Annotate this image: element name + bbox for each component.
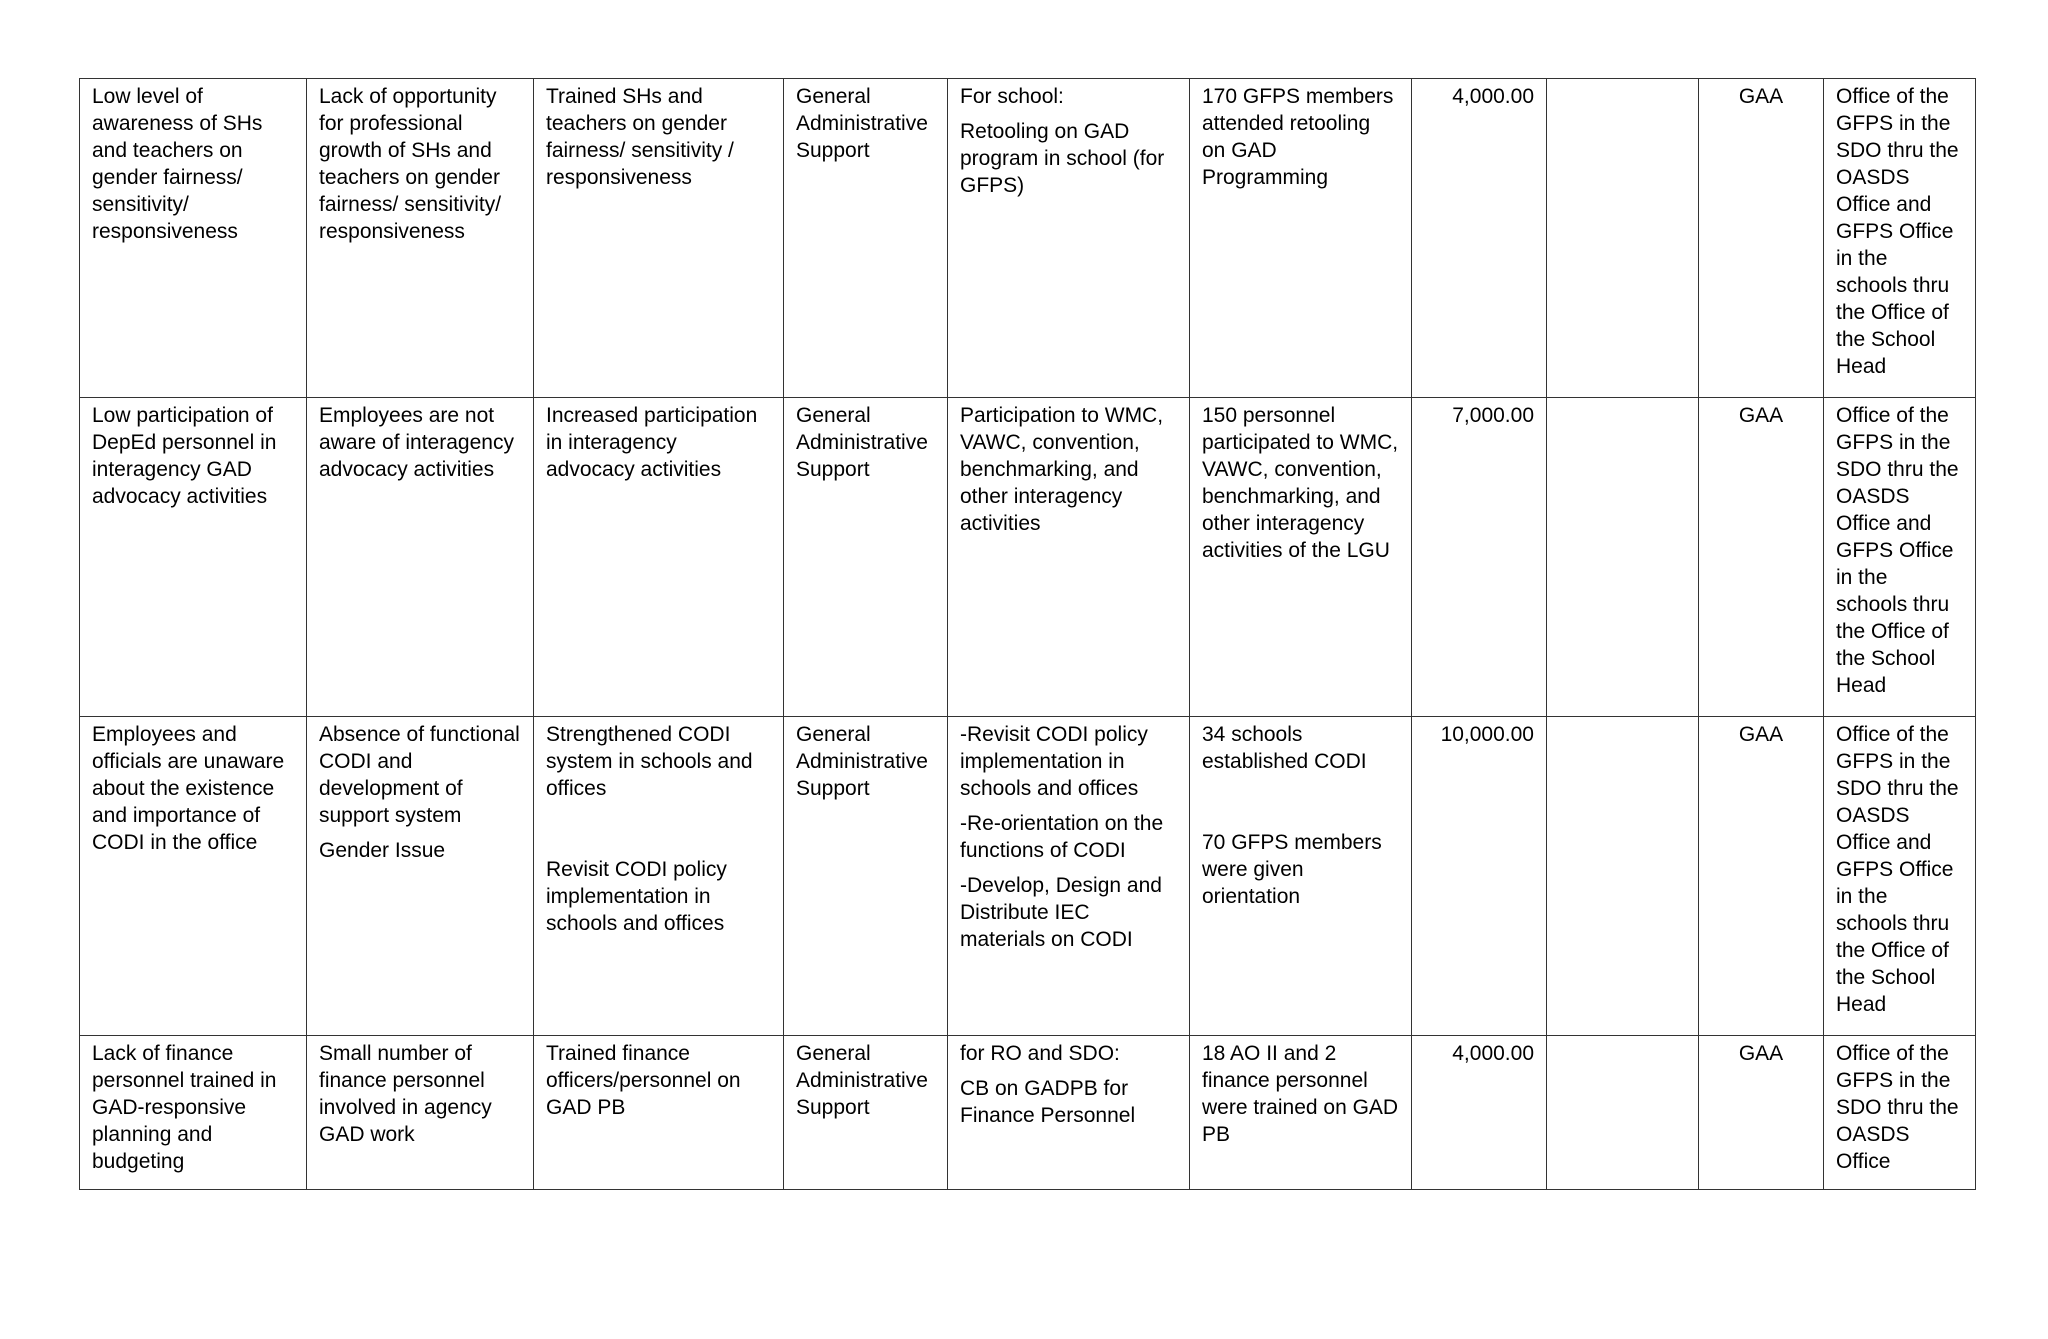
cause-text: Lack of opportunity for professional growth of SHs and teachers on gender fairness/ sensitivity/ responsiveness — [319, 85, 502, 243]
budget-cell — [1412, 1036, 1547, 1190]
source-value: GAA — [1738, 1042, 1784, 1065]
table-row — [80, 398, 1976, 717]
program-text: General Administrative Support — [796, 723, 928, 800]
budget-cell — [1412, 398, 1547, 717]
target-cell — [1190, 398, 1412, 717]
source-cell — [1699, 398, 1824, 717]
program-cell — [784, 1036, 948, 1190]
objective-text: Trained SHs and teachers on gender fairness/ sensitivity / responsiveness — [546, 85, 734, 189]
budget-cell — [1412, 717, 1547, 1036]
empty-cell — [1547, 717, 1699, 1036]
cause-cell — [307, 79, 534, 398]
empty-cell — [1547, 79, 1699, 398]
objective-cell — [534, 398, 784, 717]
activity-text: -Re-orientation on the functions of CODI — [960, 812, 1164, 862]
gad-plan-table — [79, 78, 1976, 1190]
office-text: Office of the GFPS in the SDO thru the OASDS Office — [1836, 1042, 1959, 1173]
program-cell — [784, 717, 948, 1036]
target-cell — [1190, 79, 1412, 398]
cause-text: Absence of functional CODI and development of support system — [319, 723, 520, 827]
activity-cell — [948, 1036, 1190, 1190]
objective-text: Increased participation in interagency advocacy activities — [546, 404, 758, 481]
cause-cell — [307, 398, 534, 717]
cause-cell — [307, 1036, 534, 1190]
table-row — [80, 79, 1976, 398]
budget-value: 7,000.00 — [1452, 404, 1534, 427]
objective-cell — [534, 79, 784, 398]
objective-text: Trained finance officers/personnel on GAD PB — [546, 1042, 741, 1119]
empty-cell — [1547, 398, 1699, 717]
activity-text: CB on GADPB for Finance Personnel — [960, 1077, 1136, 1127]
activity-text: Retooling on GAD program in school (for GFPS) — [960, 120, 1165, 197]
source-value: GAA — [1738, 404, 1784, 427]
gender-issue-cell — [80, 398, 307, 717]
cause-cell — [307, 717, 534, 1036]
budget-value: 4,000.00 — [1452, 85, 1534, 108]
office-cell — [1824, 1036, 1976, 1190]
activity-text: -Develop, Design and Distribute IEC materials on CODI — [960, 874, 1162, 951]
target-text: 150 personnel participated to WMC, VAWC, convention, benchmarking, and other interagency activities of the LGU — [1202, 404, 1399, 562]
office-cell — [1824, 398, 1976, 717]
activity-cell — [948, 398, 1190, 717]
objective-text: Revisit CODI policy implementation in schools and offices — [546, 858, 727, 935]
program-cell — [784, 398, 948, 717]
gender-issue-text: Low participation of DepEd personnel in interagency GAD advocacy activities — [92, 404, 277, 508]
source-cell — [1699, 717, 1824, 1036]
source-value: GAA — [1738, 85, 1784, 108]
budget-cell — [1412, 79, 1547, 398]
activity-text: For school: — [960, 85, 1064, 108]
budget-value: 4,000.00 — [1452, 1042, 1534, 1065]
budget-value: 10,000.00 — [1440, 723, 1534, 746]
activity-text: Participation to WMC, VAWC, convention, benchmarking, and other interagency activities — [960, 404, 1164, 535]
source-cell — [1699, 79, 1824, 398]
target-text: 34 schools established CODI — [1202, 723, 1367, 773]
program-text: General Administrative Support — [796, 85, 928, 162]
activity-text: -Revisit CODI policy implementation in schools and offices — [960, 723, 1148, 800]
target-text: 18 AO II and 2 finance personnel were trained on GAD PB — [1202, 1042, 1399, 1146]
gender-issue-cell — [80, 717, 307, 1036]
target-text: 70 GFPS members were given orientation — [1202, 831, 1382, 908]
gender-issue-cell — [80, 1036, 307, 1190]
program-cell — [784, 79, 948, 398]
office-cell — [1824, 79, 1976, 398]
program-text: General Administrative Support — [796, 1042, 928, 1119]
source-cell — [1699, 1036, 1824, 1190]
gender-issue-text: Employees and officials are unaware about the existence and importance of CODI in the office — [92, 723, 285, 854]
gender-issue-text: Low level of awareness of SHs and teachers on gender fairness/ sensitivity/ responsiveness — [92, 85, 263, 243]
activity-cell — [948, 717, 1190, 1036]
program-text: General Administrative Support — [796, 404, 928, 481]
activity-cell — [948, 79, 1190, 398]
office-text: Office of the GFPS in the SDO thru the OASDS Office and GFPS Office in the schools thru the Office of the School Head — [1836, 404, 1959, 697]
cause-text: Gender Issue — [319, 839, 446, 862]
office-text: Office of the GFPS in the SDO thru the OASDS Office and GFPS Office in the schools thru the Office of the School Head — [1836, 723, 1959, 1016]
objective-cell — [534, 717, 784, 1036]
target-text: 170 GFPS members attended retooling on GAD Programming — [1202, 85, 1394, 189]
empty-cell — [1547, 1036, 1699, 1190]
cause-text: Employees are not aware of interagency advocacy activities — [319, 404, 514, 481]
table-row — [80, 1036, 1976, 1190]
target-cell — [1190, 1036, 1412, 1190]
activity-text: for RO and SDO: — [960, 1042, 1120, 1065]
office-text: Office of the GFPS in the SDO thru the OASDS Office and GFPS Office in the schools thru the Office of the School Head — [1836, 85, 1959, 378]
gender-issue-text: Lack of finance personnel trained in GAD-responsive planning and budgeting — [92, 1042, 277, 1173]
source-value: GAA — [1738, 723, 1784, 746]
office-cell — [1824, 717, 1976, 1036]
table-row — [80, 717, 1976, 1036]
target-cell — [1190, 717, 1412, 1036]
objective-cell — [534, 1036, 784, 1190]
gender-issue-cell — [80, 79, 307, 398]
cause-text: Small number of finance personnel involved in agency GAD work — [319, 1042, 492, 1146]
objective-text: Strengthened CODI system in schools and offices — [546, 723, 753, 800]
